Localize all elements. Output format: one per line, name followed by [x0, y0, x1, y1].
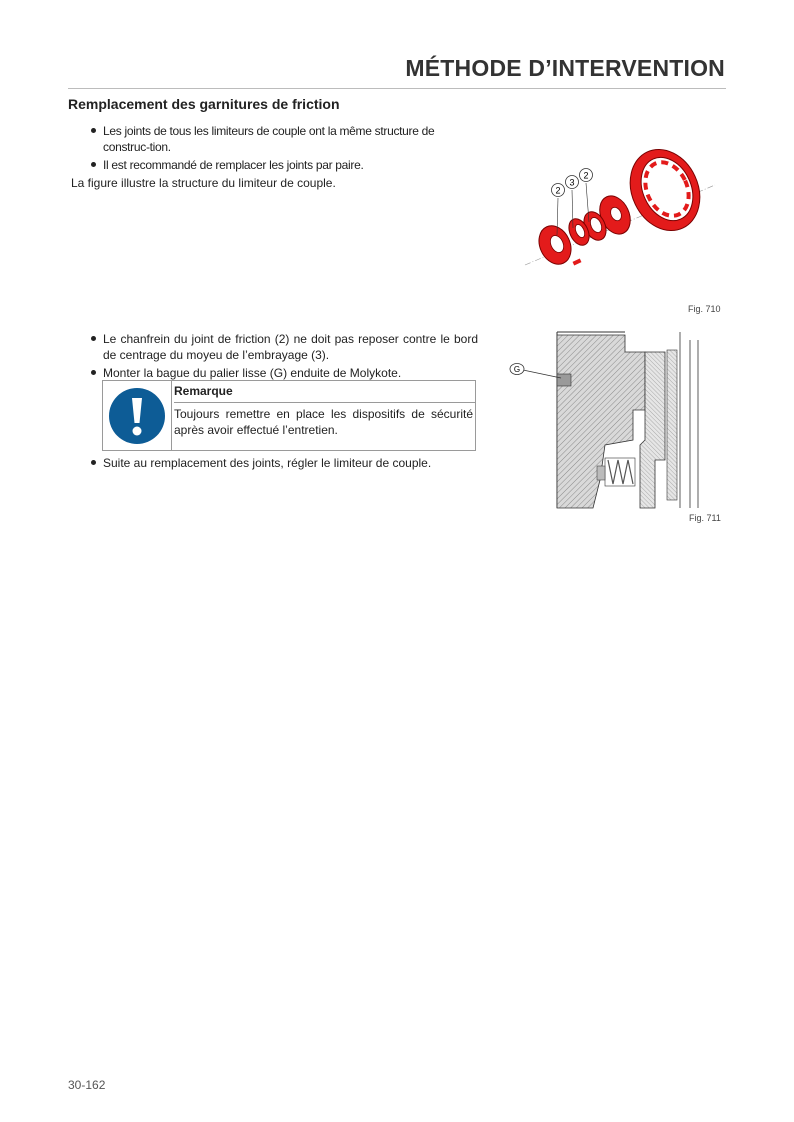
note-box [102, 380, 476, 451]
bolt [573, 258, 582, 265]
bullet-list-intro [88, 123, 478, 175]
figure-711-caption: Fig. 711 [689, 513, 721, 523]
housing-ring [617, 140, 712, 242]
page-number: 30-162 [68, 1078, 106, 1092]
bullet-list-final [88, 455, 478, 473]
plate-section [640, 350, 677, 508]
note-text: Toujours remettre en place les dispositifs de sécurité après avoir effectué l’entretien. [174, 407, 473, 437]
svg-text:G: G [513, 365, 521, 374]
list-item: Monter la bague du palier lisse (G) enduite de Molykote. [88, 365, 478, 381]
figure-710-caption: Fig. 710 [688, 304, 721, 314]
bearing-bush-g [557, 374, 571, 386]
page-title: MÉTHODE D’INTERVENTION [405, 55, 725, 81]
list-item: Le chanfrein du joint de friction (2) ne doit pas reposer contre le bord de centrage du moyeu de l’embrayage (3). [88, 331, 478, 363]
svg-text:3: 3 [569, 177, 575, 188]
svg-text:2: 2 [555, 185, 561, 196]
callout-g [510, 364, 561, 379]
exclamation-icon [108, 387, 166, 445]
note-title: Remarque [174, 384, 476, 403]
callout-2-right [580, 169, 593, 182]
figure-710-torque-limiter-exploded [515, 140, 725, 290]
list-item: Les joints de tous les limiteurs de couple ont la même structure de construc-tion. [88, 123, 478, 155]
header-divider [68, 88, 726, 89]
section-heading: Remplacement des garnitures de friction [68, 96, 340, 112]
callout-3 [566, 176, 579, 189]
figure-711-cross-section [505, 330, 705, 512]
figure-intro-text: La figure illustre la structure du limiteur de couple. [71, 176, 336, 190]
note-body [172, 381, 475, 450]
callout-2-left [552, 184, 565, 197]
list-item: Suite au remplacement des joints, régler le limiteur de couple. [88, 455, 478, 471]
svg-text:2: 2 [583, 170, 589, 181]
bullet-list-instructions [88, 331, 478, 383]
note-icon-cell [103, 381, 172, 450]
list-item: Il est recommandé de remplacer les joints par paire. [88, 157, 478, 173]
